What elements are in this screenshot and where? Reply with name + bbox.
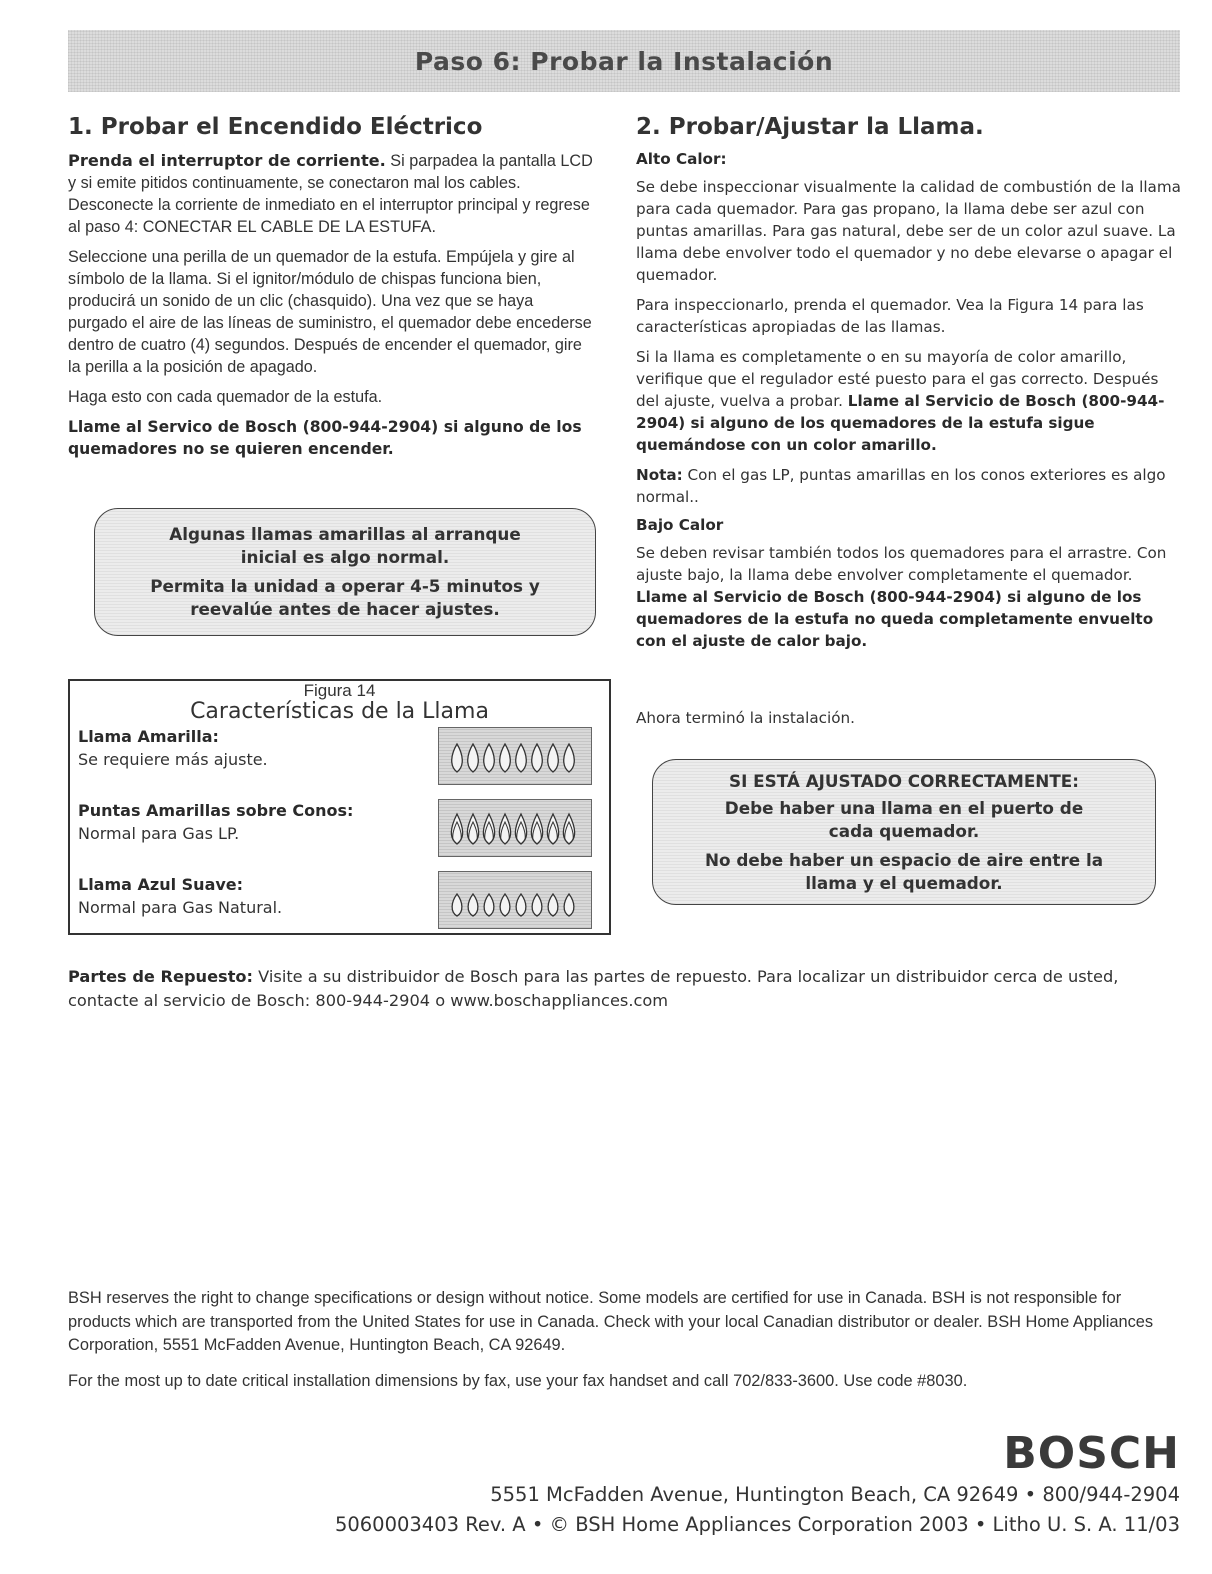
yellow-flame-callout — [94, 508, 596, 636]
row-label: Puntas Amarillas sobre Conos: — [78, 801, 354, 820]
yellow-flame-icon — [438, 727, 592, 785]
nota-label: Nota: — [636, 466, 683, 484]
alto-paragraph-3 — [636, 346, 1181, 456]
right-heading: 2. Probar/Ajustar la Llama. — [636, 114, 984, 140]
nota-text: Con el gas LP, puntas amarillas en los conos exteriores es algo normal.. — [636, 466, 1166, 506]
installation-complete-text: Ahora terminó la instalación. — [636, 709, 855, 727]
callout-line: cada quemador. — [828, 820, 980, 841]
left-heading: 1. Probar el Encendido Eléctrico — [68, 114, 483, 140]
row-desc: Se requiere más ajuste. — [78, 750, 268, 769]
alto-paragraph-1: Se debe inspeccionar visualmente la calidad de combustión de la llama para cada quemador. Para gas propano, la llama debe ser azul con puntas amarillas. Para gas natural, debe ser de un color azul suave. La llama debe envolver todo el quemador y no debe elevarse o apagar el quemador. — [636, 178, 1181, 284]
nota-paragraph — [636, 464, 1181, 508]
parts-label: Partes de Repuesto: — [68, 967, 254, 986]
section-banner — [68, 30, 1180, 92]
left-paragraph-1 — [68, 150, 596, 238]
banner-title: Paso 6: Probar la Instalación — [414, 46, 834, 76]
callout-line: reevalúe antes de hacer ajustes. — [190, 599, 500, 619]
document-info: 5060003403 Rev. A • © BSH Home Appliances Corporation 2003 • Litho U. S. A. 11/03 — [334, 1513, 1180, 1536]
figure-row-yellow — [78, 727, 268, 769]
left-paragraph-2: Seleccione una perilla de un quemador de la estufa. Empújela y gire al símbolo de la llama. Si el ignitor/módulo de chispas funciona bien, producirá un sonido de un clic (chasquido). Una vez que se haya purgado el aire de las líneas de suministro, el quemador debe encederse dentro de cuatro (4) segundos. Después de encender el quemador, gire la perilla a la posición de apagado. — [68, 248, 592, 376]
row-label: Llama Azul Suave: — [78, 875, 244, 894]
yellow-tips-flame-icon — [438, 799, 592, 857]
disclaimer-paragraph-2: For the most up to date critical installation dimensions by fax, use your fax handset and call 702/833-3600. Use code #8030. — [68, 1371, 968, 1390]
callout-line: No debe haber un espacio de aire entre la — [704, 849, 1104, 870]
right-column — [636, 114, 1181, 660]
p1-bold: Prenda el interruptor de corriente. — [68, 151, 386, 170]
callout-line: SI ESTÁ AJUSTADO CORRECTAMENTE: — [729, 770, 1079, 791]
figure-row-blue — [78, 875, 282, 917]
callout-line: Algunas llamas amarillas al arranque — [169, 524, 521, 544]
row-desc: Normal para Gas LP. — [78, 824, 240, 843]
callout-line: Debe haber una llama en el puerto de — [724, 797, 1084, 818]
company-address: 5551 McFadden Avenue, Huntington Beach, CA 92649 • 800/944-2904 — [490, 1483, 1180, 1506]
left-paragraph-4 — [68, 416, 596, 460]
figure-row-yellow-tips — [78, 801, 353, 843]
p4-bold: Llame al Servico de Bosch (800-944-2904) si alguno de los quemadores no se quieren encender. — [68, 418, 582, 458]
blue-flame-icon — [438, 871, 592, 929]
bosch-logo: BOSCH — [1003, 1428, 1180, 1479]
alto-paragraph-2: Para inspeccionarlo, prenda el quemador. Vea la Figura 14 para las características apropiadas de las llamas. — [636, 296, 1144, 336]
row-label: Llama Amarilla: — [78, 727, 219, 746]
figure-title: Características de la Llama — [190, 699, 489, 724]
correct-adjustment-callout — [652, 759, 1156, 905]
alto-calor-heading: Alto Calor: — [636, 150, 727, 168]
alto-p3-bold: Llame al Servicio de Bosch (800-944-2904) si alguno de los quemadores de la estufa sigue quemándose con un color amarillo. — [636, 392, 1165, 454]
bajo-calor-heading: Bajo Calor — [636, 516, 724, 534]
callout-line: Permita la unidad a operar 4-5 minutos y — [150, 576, 540, 596]
bajo-bold: Llame al Servicio de Bosch (800-944-2904) si alguno de los quemadores de la estufa no queda completamente envuelto con el ajuste de calor bajo. — [636, 588, 1154, 650]
callout-line: llama y el quemador. — [805, 872, 1003, 893]
disclaimer — [68, 1287, 1184, 1405]
left-column — [68, 114, 596, 468]
figure-14 — [68, 679, 611, 935]
alto-p3-text: Si la llama es completamente o en su mayoría de color amarillo, verifique que el regulador esté puesto para el gas correcto. Después del ajuste, vuelva a probar. — [636, 348, 1159, 410]
parts-text: Visite a su distribuidor de Bosch para las partes de repuesto. Para localizar un distribuidor cerca de usted, contacte al servicio de Bosch: 800-944-2904 o www.boschappliances.com — [68, 967, 1119, 1010]
callout-line: inicial es algo normal. — [240, 547, 450, 567]
disclaimer-paragraph-1: BSH reserves the right to change specifications or design without notice. Some models are certified for use in Canada. BSH is not responsible for products which are transported from the United States for use in Canada. Check with your local Canadian distributor or dealer. BSH Home Appliances Corporation, 5551 McFadden Avenue, Huntington Beach, CA 92649. — [68, 1289, 1154, 1354]
replacement-parts — [68, 965, 1180, 1013]
left-paragraph-3: Haga esto con cada quemador de la estufa. — [68, 388, 383, 406]
bajo-text: Se deben revisar también todos los quemadores para el arrastre. Con ajuste bajo, la llama debe envolver completamente el quemador. — [636, 544, 1167, 584]
figure-number: Figura 14 — [303, 681, 376, 700]
bajo-paragraph — [636, 542, 1181, 652]
p1-rest: Si parpadea la pantalla LCD y si emite pitidos continuamente, se conectaron mal los cables. Desconecte la corriente de inmediato en el interruptor principal y regrese al paso 4: CONECTAR EL CABLE DE LA ESTUFA. — [68, 152, 593, 236]
row-desc: Normal para Gas Natural. — [78, 898, 283, 917]
